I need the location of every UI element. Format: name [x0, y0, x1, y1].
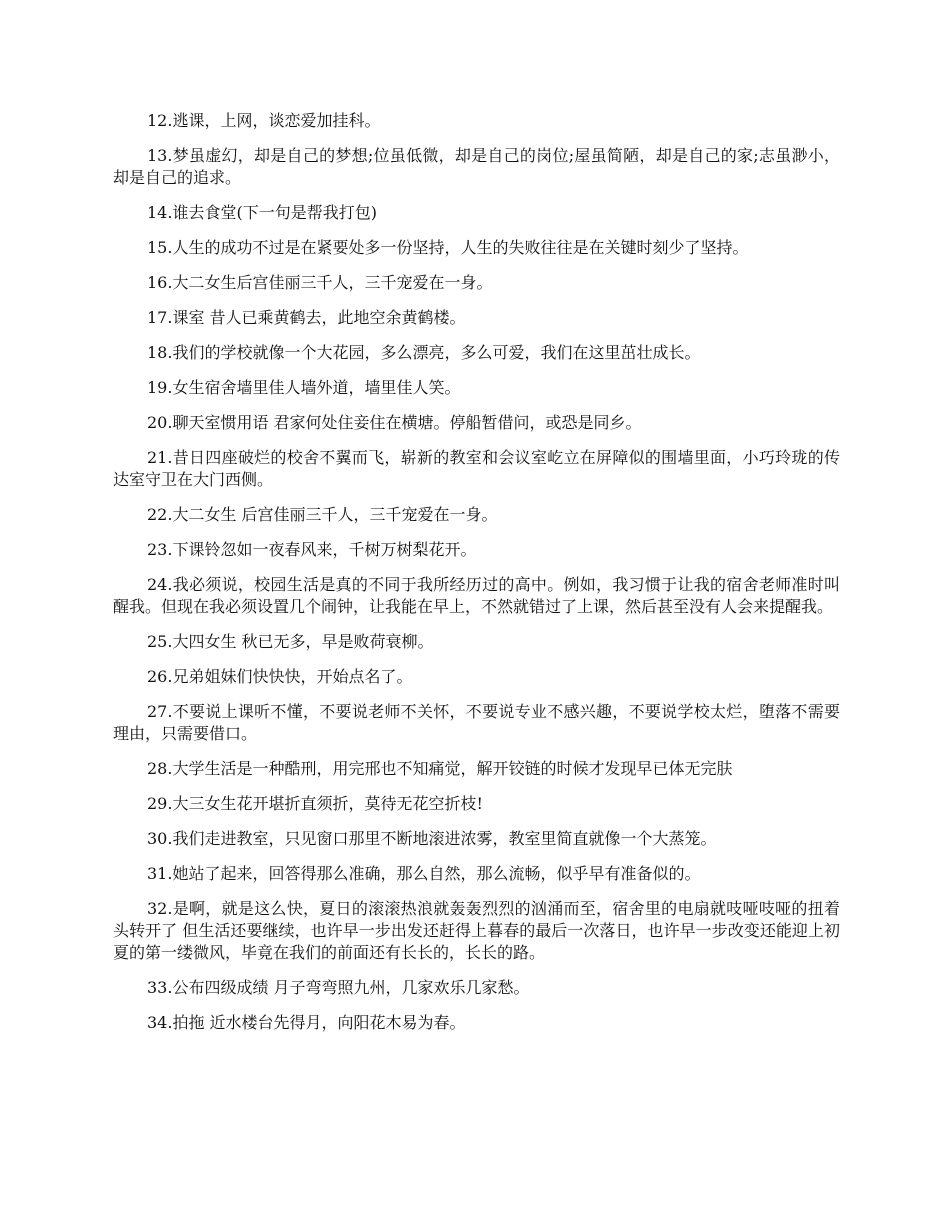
paragraph-18: 18.我们的学校就像一个大花园，多么漂亮，多么可爱，我们在这里茁壮成长。	[147, 343, 701, 362]
paragraph-24: 24.我必须说，校园生活是真的不同于我所经历过的高中。例如，我习惯于让我的宿舍老师准时叫醒我。但现在我必须设置几个闹钟，让我能在早上，不然就错过了上课，然后甚至没有人会来提醒我。	[113, 575, 840, 616]
paragraph-25: 25.大四女生 秋已无多，早是败荷衰柳。	[147, 632, 434, 651]
paragraph-33: 33.公布四级成绩 月子弯弯照九州，几家欢乐几家愁。	[147, 978, 530, 997]
paragraph-14: 14.谁去食堂(下一句是帮我打包)	[147, 203, 377, 222]
paragraph-19: 19.女生宿舍墙里佳人墙外道，墙里佳人笑。	[147, 378, 461, 397]
paragraph-27: 27.不要说上课听不懂，不要说老师不关怀，不要说专业不感兴趣，不要说学校太烂，堕落不需要理由，只需要借口。	[113, 702, 840, 743]
paragraph-23: 23.下课铃忽如一夜春风来，千树万树梨花开。	[147, 540, 477, 559]
paragraph-32: 32.是啊，就是这么快，夏日的滚滚热浪就轰轰烈烈的汹涌而至，宿舍里的电扇就吱哑吱哑的扭着头转开了 但生活还要继续，也许早一步出发还赶得上暮春的最后一次落日，也许早一步改变还能迎上初夏的第一缕微风，毕竟在我们的前面还有长长的，长长的路。	[113, 899, 840, 962]
paragraph-22: 22.大二女生 后宫佳丽三千人，三千宠爱在一身。	[147, 505, 498, 524]
paragraph-17: 17.课室 昔人已乘黄鹤去，此地空余黄鹤楼。	[147, 308, 466, 327]
paragraph-30: 30.我们走进教室，只见窗口那里不断地滚进浓雾，教室里简直就像一个大蒸笼。	[147, 829, 717, 848]
paragraph-21: 21.昔日四座破烂的校舍不翼而飞，崭新的教室和会议室屹立在屏障似的围墙里面，小巧玲珑的传达室守卫在大门西侧。	[113, 448, 840, 489]
paragraph-26: 26.兄弟姐妹们快快快，开始点名了。	[147, 667, 413, 686]
paragraph-16: 16.大二女生后宫佳丽三千人，三千宠爱在一身。	[147, 273, 493, 292]
paragraph-34: 34.拍拖 近水楼台先得月，向阳花木易为春。	[147, 1013, 466, 1032]
paragraph-12: 12.逃课，上网，谈恋爱加挂科。	[147, 111, 381, 130]
paragraph-28: 28.大学生活是一种酷刑，用完邢也不知痛觉，解开铰链的时候才发现早已体无完肤	[147, 759, 733, 778]
paragraph-29: 29.大三女生花开堪折直须折，莫待无花空折枝!	[147, 794, 483, 813]
paragraph-20: 20.聊天室惯用语 君家何处住妾住在横塘。停船暂借问，或恐是同乡。	[147, 413, 642, 432]
document-body	[113, 110, 840, 1047]
paragraph-15: 15.人生的成功不过是在紧要处多一份坚持，人生的失败往往是在关键时刻少了坚持。	[147, 238, 749, 257]
paragraph-31: 31.她站了起来，回答得那么准确，那么自然，那么流畅，似乎早有准备似的。	[147, 864, 701, 883]
paragraph-13: 13.梦虽虚幻，却是自己的梦想;位虽低微，却是自己的岗位;屋虽简陋，却是自己的家;志虽渺小，却是自己的追求。	[113, 146, 840, 187]
